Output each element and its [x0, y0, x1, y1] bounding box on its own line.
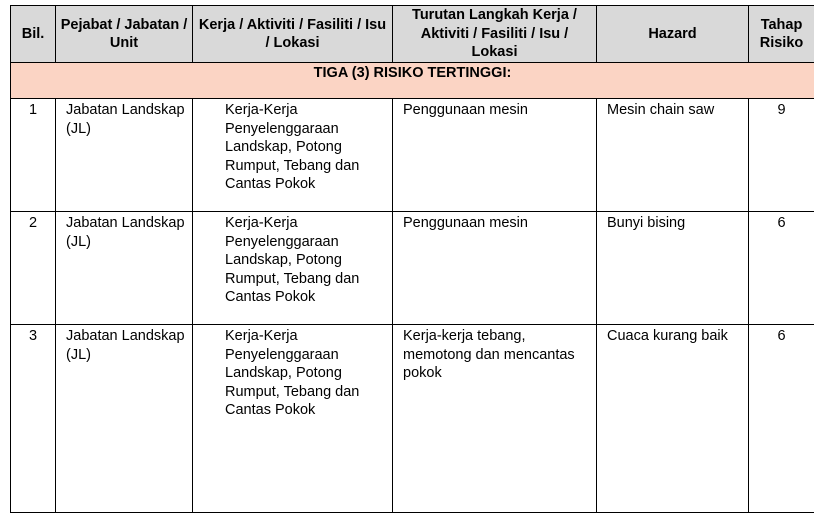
cell-office: Jabatan Landskap (JL) — [56, 99, 193, 212]
header-office: Pejabat / Jabatan / Unit — [56, 6, 193, 63]
cell-activity: Kerja-Kerja Penyelenggaraan Landskap, Potong Rumput, Tebang dan Cantas Pokok — [193, 99, 393, 212]
header-no: Bil. — [11, 6, 56, 63]
cell-steps: Penggunaan mesin — [393, 212, 597, 325]
table-row — [11, 212, 814, 325]
table-row — [11, 99, 814, 212]
risk-table — [10, 5, 814, 513]
cell-activity: Kerja-Kerja Penyelenggaraan Landskap, Potong Rumput, Tebang dan Cantas Pokok — [193, 325, 393, 513]
cell-steps: Kerja-kerja tebang, memotong dan mencantas pokok — [393, 325, 597, 513]
cell-hazard: Bunyi bising — [597, 212, 749, 325]
header-risk: Tahap Risiko — [749, 6, 814, 63]
table-row — [11, 325, 814, 513]
header-steps: Turutan Langkah Kerja / Aktiviti / Fasiliti / Isu / Lokasi — [393, 6, 597, 63]
cell-no: 2 — [11, 212, 56, 325]
table-header-row — [11, 6, 814, 63]
cell-risk: 6 — [749, 325, 814, 513]
header-hazard: Hazard — [597, 6, 749, 63]
cell-steps: Penggunaan mesin — [393, 99, 597, 212]
cell-activity: Kerja-Kerja Penyelenggaraan Landskap, Potong Rumput, Tebang dan Cantas Pokok — [193, 212, 393, 325]
section-title: TIGA (3) RISIKO TERTINGGI: — [11, 63, 814, 99]
cell-office: Jabatan Landskap (JL) — [56, 212, 193, 325]
cell-no: 1 — [11, 99, 56, 212]
cell-office: Jabatan Landskap (JL) — [56, 325, 193, 513]
cell-no: 3 — [11, 325, 56, 513]
section-row — [11, 63, 814, 99]
header-activity: Kerja / Aktiviti / Fasiliti / Isu / Lokasi — [193, 6, 393, 63]
cell-hazard: Cuaca kurang baik — [597, 325, 749, 513]
cell-hazard: Mesin chain saw — [597, 99, 749, 212]
cell-risk: 6 — [749, 212, 814, 325]
cell-risk: 9 — [749, 99, 814, 212]
